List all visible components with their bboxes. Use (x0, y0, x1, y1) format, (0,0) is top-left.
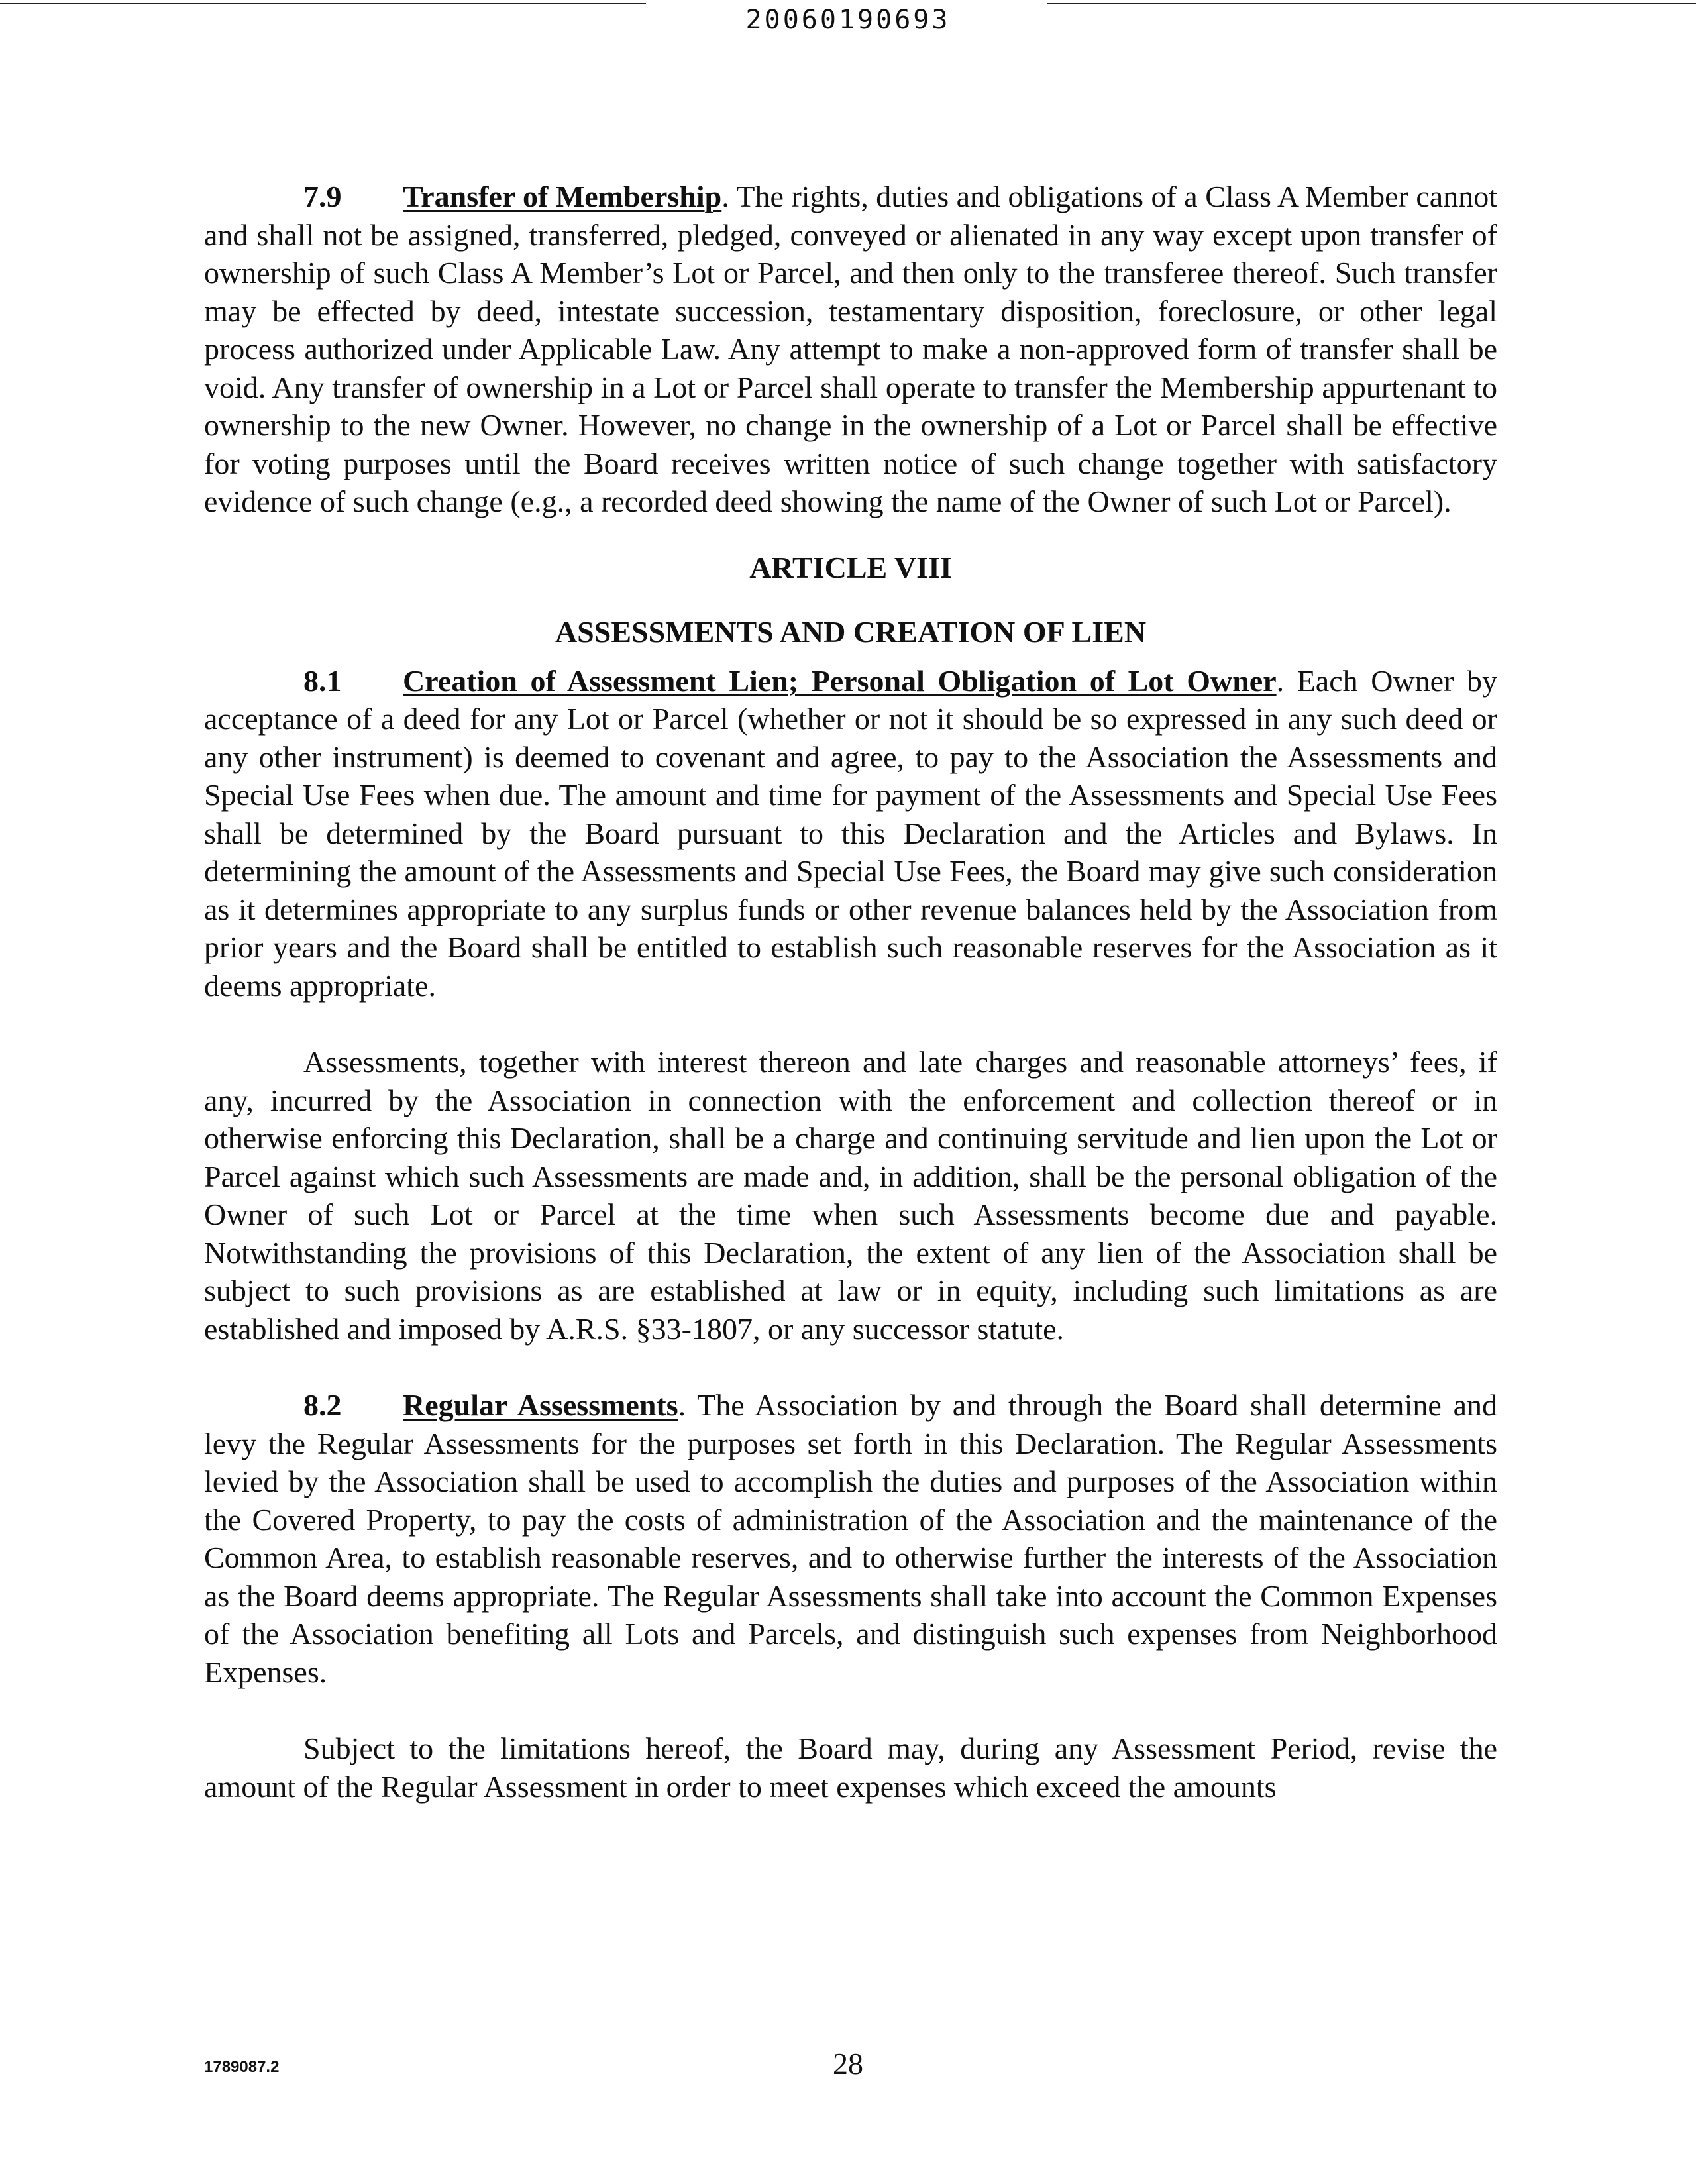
section-8-1: 8.1 Creation of Assessment Lien; Personal Obligation of Lot Owner. Each Owner by acceptance of a deed for any Lot or Parcel (whether or not it should be so expressed in any such deed or any other instrument) is deemed to covenant and agree, to pay to the Association the Assessments and Special Use Fees when due. The amount and time for payment of the Assessments and Special Use Fees shall be determined by the Board pursuant to this Declaration and the Articles and Bylaws. In determining the amount of the Assessments and Special Use Fees, the Board may give such consideration as it determines appropriate to any surplus funds or other revenue balances held by the Association from prior years and the Board shall be entitled to establish such reasonable reserves for the Association as it deems appropriate. (204, 662, 1497, 1005)
section-number: 8.1 (303, 663, 342, 698)
section-title: Creation of Assessment Lien; Personal Obligation of Lot Owner (403, 663, 1277, 698)
article-number: ARTICLE VIII (749, 550, 952, 584)
section-number: 8.2 (303, 1388, 342, 1422)
footer-document-id: 1789087.2 (204, 2058, 280, 2076)
section-body: The Association by and through the Board shall determine and levy the Regular Assessments for the purposes set forth in this Declaration. The Regular Assessments levied by the Association shall be used to accomplish the duties and purposes of the Association within the Covered Property, to pay the costs of administration of the Association and the maintenance of the Common Area, to establish reasonable reserves, and to otherwise further the interests of the Association as the Board deems appropriate. The Regular Assessments shall take into account the Common Expenses of the Association benefiting all Lots and Parcels, and distinguish such expenses from Neighborhood Expenses. (204, 1388, 1498, 1689)
header-rule-right (1047, 3, 1696, 4)
section-7-9: 7.9 Transfer of Membership. The rights, duties and obligations of a Class A Member cannot and shall not be assigned, transferred, pledged, conveyed or alienated in any way except upon transfer of ownership of such Class A Member’s Lot or Parcel, and then only to the transferee thereof. Such transfer may be effected by deed, intestate succession, testamentary disposition, foreclosure, or other legal process authorized under Applicable Law. Any attempt to make a non-approved form of transfer shall be void. Any transfer of ownership in a Lot or Parcel shall operate to transfer the Membership appurtenant to ownership to the new Owner. However, no change in the ownership of a Lot or Parcel shall be effective for voting purposes until the Board receives written notice of such change together with satisfactory evidence of such change (e.g., a recorded deed showing the name of the Owner of such Lot or Parcel). (204, 178, 1497, 521)
section-title: Regular Assessments (403, 1388, 678, 1422)
section-body: Each Owner by acceptance of a deed for any Lot or Parcel (whether or not it should be so expressed in any such deed or any other instrument) is deemed to covenant and agree, to pay to the Association the Assessments and Special Use Fees when due. The amount and time for payment of the Assessments and Special Use Fees shall be determined by the Board pursuant to this Declaration and the Articles and Bylaws. In determining the amount of the Assessments and Special Use Fees, the Board may give such consideration as it determines appropriate to any surplus funds or other revenue balances held by the Association from prior years and the Board shall be entitled to establish such reasonable reserves for the Association as it deems appropriate. (204, 663, 1497, 1003)
page-number: 28 (833, 2047, 863, 2081)
section-8-2: 8.2 Regular Assessments. The Association by and through the Board shall determine and levy the Regular Assessments for the purposes set forth in this Declaration. The Regular Assessments levied by the Association shall be used to accomplish the duties and purposes of the Association within the Covered Property, to pay the costs of administration of the Association and the maintenance of the Common Area, to establish reasonable reserves, and to otherwise further the interests of the Association as the Board deems appropriate. The Regular Assessments shall take into account the Common Expenses of the Association benefiting all Lots and Parcels, and distinguish such expenses from Neighborhood Expenses. (204, 1386, 1497, 1691)
page-body (204, 178, 1497, 1806)
article-title: ASSESSMENTS AND CREATION OF LIEN (555, 615, 1147, 649)
section-8-1-paragraph-2: Assessments, together with interest thereon and late charges and reasonable attorneys’ fees, if any, incurred by the Association in connection with the enforcement and collection thereof or in otherwise enforcing this Declaration, shall be a charge and continuing servitude and lien upon the Lot or Parcel against which such Assessments are made and, in addition, shall be the personal obligation of the Owner of such Lot or Parcel at the time when such Assessments become due and payable. Notwithstanding the provisions of this Declaration, the extent of any lien of the Association shall be subject to such provisions as are established at law or in equity, including such limitations as are established and imposed by A.R.S. §33-1807, or any successor statute. (204, 1045, 1497, 1346)
section-number: 7.9 (303, 180, 342, 213)
section-body: The rights, duties and obligations of a Class A Member cannot and shall not be assigned, transferred, pledged, conveyed or alienated in any way except upon transfer of ownership of such Class A Member’s Lot or Parcel, and then only to the transferee thereof. Such transfer may be effected by deed, intestate succession, testamentary disposition, foreclosure, or other legal process authorized under Applicable Law. Any attempt to make a non-approved form of transfer shall be void. Any transfer of ownership in a Lot or Parcel shall operate to transfer the Membership appurtenant to ownership to the new Owner. However, no change in the ownership of a Lot or Parcel shall be effective for voting purposes until the Board receives written notice of such change together with satisfactory evidence of such change (e.g., a recorded deed showing the name of the Owner of such Lot or Parcel). (204, 180, 1497, 518)
document-number: 20060190693 (745, 5, 951, 35)
section-8-2-paragraph-2: Subject to the limitations hereof, the Board may, during any Assessment Period, revise the amount of the Regular Assessment in order to meet expenses which exceed the amounts (204, 1731, 1497, 1804)
header-rule-left (0, 3, 646, 4)
section-title: Transfer of Membership (403, 180, 722, 213)
